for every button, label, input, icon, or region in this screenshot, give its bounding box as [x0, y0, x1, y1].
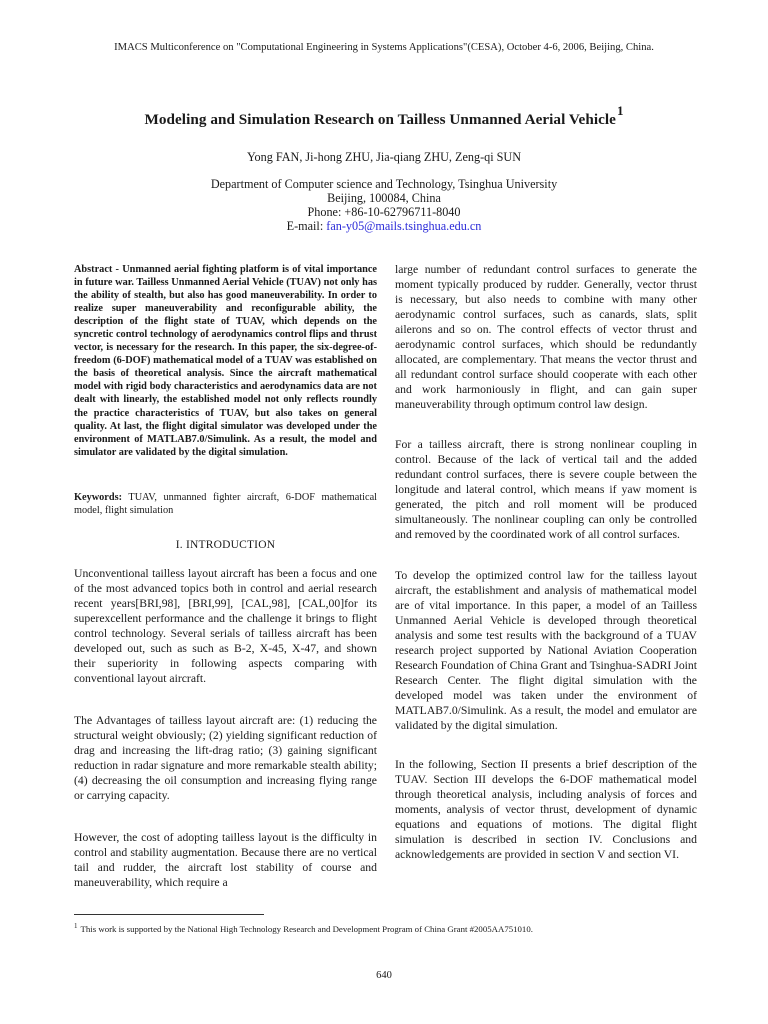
abstract: Abstract - Unmanned aerial fighting platform is of vital importance in future war. Tailless Unmanned Aerial Vehicle (TUAV) not only has the ability of stealth, but also has good maneuverability. In order to realize super maneuverability and reconfigurable ability, the description of the flight state of TUAV, which depends on the syncretic control technology of aerodynamics control flips and thrust vector, is necessary for the research. In this paper, the six-degree-of-freedom (6-DOF) mathematical model of a TUAV was established on the basis of theoretical analysis. Since the aircraft mathematical model with rigid body characteristics and aerodynamics data are not dealt with linearly, the established model not only reflects roundly the practice characteristics of TUAV, but also takes on general quality. At last, the flight digital simulator was developed under the environment of MATLAB7.0/Simulink. As a result, the model and simulator are validated by the digital simulation. — [74, 264, 377, 458]
affiliation-city: Beijing, 100084, China — [327, 191, 441, 205]
author-list: Yong FAN, Ji-hong ZHU, Jia-qiang ZHU, Zeng-qi SUN — [246, 150, 522, 164]
footnote-mark: 1 — [74, 922, 78, 931]
footnote-divider — [74, 914, 264, 915]
title-text: Modeling and Simulation Research on Tailless Unmanned Aerial Vehicle — [144, 111, 616, 128]
footnote — [74, 924, 724, 934]
email-label: E-mail: — [286, 219, 327, 233]
right-paragraph-2: For a tailless aircraft, there is strong nonlinear coupling in control. Because of the lack of vertical tail and the added redundant control surfaces, there is severe couple between the longitude and lateral control, which means if yaw moment is generated, the pitch and roll moment will be produced simultaneously. The nonlinear coupling can only be controlled and removed by the coordinated work of all control surfaces. — [395, 438, 697, 541]
right-paragraph-3: To develop the optimized control law for the tailless layout aircraft, the establishment and analysis of mathematical model are of vital importance. In this paper, a model of an Tailless Unmanned Aerial Vehicle is developed through theoretical analysis and some test results with the background of a TUAV research project supported by National Aviation Cooperation Research Foundation of China Grant and Tsinghua-SADRI Joint Research Center. The flight digital simulation with the developed model was taken under the environment of MATLAB7.0/Simulink. As a result, the model and emulator are validated by the digital simulation. — [395, 569, 697, 732]
section-heading-introduction: I. INTRODUCTION — [175, 539, 276, 551]
affiliation-email-line — [0, 219, 768, 233]
right-paragraph-1: large number of redundant control surfaces to generate the moment typically produced by rudder. Generally, vector thrust is necessary, but also needs to combine with many other aerodynamic control surfaces, such as canards, slats, split ailerons and so on. The control effects of vector thrust and aerodynamic control surfaces, which should be redundantly allocated, are complementary. That means the vector thrust and all redundant control surface should cooperate with each other and work harmoniously in flight, and can gain super maneuverability through optimum control law design. — [395, 263, 697, 411]
affiliation-block — [0, 177, 768, 233]
paper-title — [0, 102, 768, 129]
affiliation-department: Department of Computer science and Technology, Tsinghua University — [210, 177, 558, 191]
left-paragraph-3: However, the cost of adopting tailless layout is the difficulty in control and stability augmentation. Because there are no vertical tail and rudder, the aircraft lost stability of course and maneuverability, which require a — [74, 831, 377, 889]
left-paragraph-1: Unconventional tailless layout aircraft has been a focus and one of the most advanced topics both in control and aerial research recent years[BRI,98], [BRI,99], [CAL,98], [CAL,00]for its superexcellent performance and the challenge it brings to flight control technology. Several serials of tailless aircraft has been developed out, such as such as B-2, X-45, X-47, and shown their superiority in following aspects comparing with conventional layout aircraft. — [74, 567, 377, 685]
title-footnote-mark: 1 — [616, 102, 624, 118]
email-link[interactable]: fan-y05@mails.tsinghua.edu.cn — [326, 219, 482, 233]
footnote-text: This work is supported by the National High Technology Research and Development Program of China Grant #2005AA751010. — [80, 924, 533, 934]
keywords-label: Keywords: — [74, 492, 123, 503]
left-paragraph-2: The Advantages of tailless layout aircraft are: (1) reducing the structural weight obviously; (2) yielding significant reduction of drag and increasing the lift-drag ratio; (3) gaining significant reduction in radar signature and more remarkable stealth ability; (4) decreasing the oil consumption and increasing flying range or carrying capacity. — [74, 714, 377, 802]
keywords — [74, 491, 377, 517]
keywords-text: TUAV, unmanned fighter aircraft, 6-DOF mathematical model, flight simulation — [74, 492, 377, 516]
page-number: 640 — [376, 970, 392, 981]
right-paragraph-4: In the following, Section II presents a brief description of the TUAV. Section III develops the 6-DOF mathematical model through theoretical analysis, including analysis of forces and moments, analysis of vector thrust, development of dynamic equations and equations of motions. The digital flight simulation is described in section IV. Conclusions and acknowledgements are provided in section V and section VI. — [395, 758, 697, 861]
conference-header: IMACS Multiconference on "Computational Engineering in Systems Applications"(CESA), October 4-6, 2006, Beijing, China. — [114, 42, 654, 53]
affiliation-phone: Phone: +86-10-62796711-8040 — [307, 205, 461, 219]
